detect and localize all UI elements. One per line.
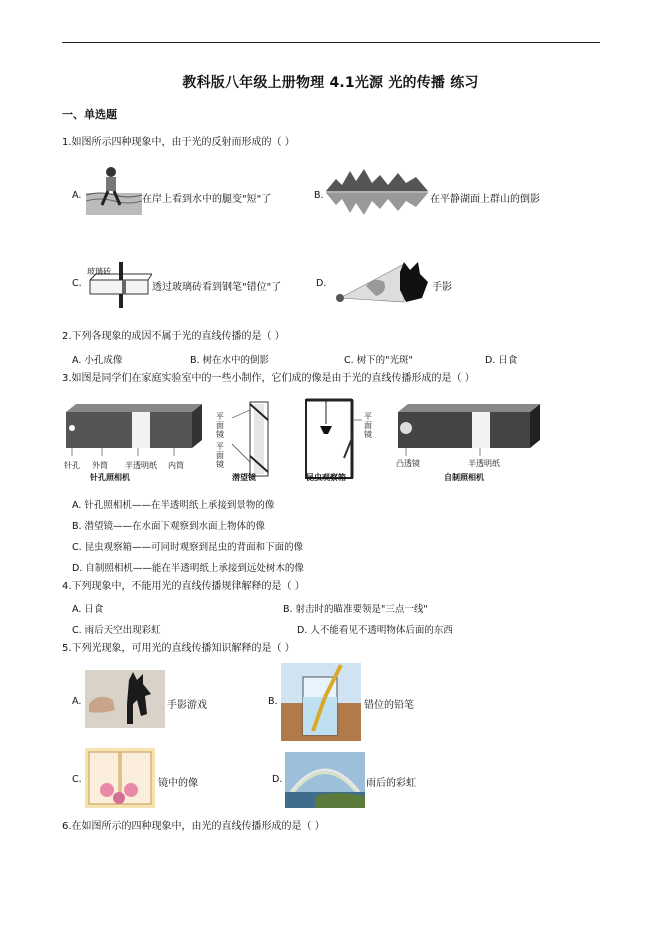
section-heading: 一、单选题	[62, 108, 117, 121]
label-outer-tube: 外筒	[92, 461, 108, 470]
q2-option-a[interactable]: A. 小孔成像	[72, 355, 123, 366]
label-pinhole: 针孔	[64, 461, 80, 470]
label-mirror-1: 平面镜	[216, 412, 224, 439]
q5-option-b-letter[interactable]: B.	[268, 696, 278, 707]
q2-option-c[interactable]: C. 树下的"光斑"	[344, 355, 413, 366]
q1-option-c-letter[interactable]: C.	[72, 278, 82, 289]
hand-shadow-image	[330, 258, 430, 308]
q1-option-c-text: 透过玻璃砖看到钢笔"错位"了	[152, 282, 282, 293]
q5-option-d-text: 雨后的彩虹	[366, 778, 416, 789]
label-mirror-3: 平面镜	[364, 412, 372, 439]
label-mirror-2: 平面镜	[216, 442, 224, 469]
q1-option-d-text: 手影	[432, 282, 452, 293]
caption-pinhole-camera: 针孔照相机	[90, 473, 130, 482]
header-rule	[62, 42, 600, 43]
question-3-stem: 3.如图是同学们在家庭实验室中的一些小制作，它们成的像是由于光的直线传播形成的是（ ）	[62, 373, 475, 384]
q5-option-c-text: 镜中的像	[158, 778, 198, 789]
question-4-stem: 4.下列现象中，不能用光的直线传播规律解释的是（ ）	[62, 581, 305, 592]
q1-option-a-letter[interactable]: A.	[72, 190, 82, 201]
q1-option-a-text: 在岸上看到水中的腿变"短"了	[142, 194, 272, 205]
label-translucent-paper-1: 半透明纸	[125, 461, 157, 470]
page-title: 教科版八年级上册物理 4.1光源 光的传播 练习	[182, 75, 479, 91]
rainbow-photo	[285, 752, 365, 808]
q5-option-a-text: 手影游戏	[167, 700, 207, 711]
q1-option-b-text: 在平静湖面上群山的倒影	[430, 194, 540, 205]
q5-option-b-text: 错位的铅笔	[364, 700, 414, 711]
hand-shadow-game-image	[85, 670, 165, 728]
q5-option-c-letter[interactable]: C.	[72, 774, 82, 785]
glass-brick-tag: 玻璃砖	[87, 267, 111, 276]
question-5-stem: 5.下列光现象，可用光的直线传播知识解释的是（ ）	[62, 643, 295, 654]
homemade-camera-drawing	[398, 404, 540, 456]
caption-insect-box: 昆虫观察箱	[306, 473, 346, 482]
q4-option-b[interactable]: B. 射击时的瞄准要领是"三点一线"	[283, 604, 428, 615]
q3-option-a[interactable]: A. 针孔照相机——在半透明纸上承接到景物的像	[72, 500, 275, 511]
caption-homemade-camera: 自制照相机	[444, 473, 484, 482]
mountain-reflection-image	[326, 165, 428, 215]
q5-option-a-letter[interactable]: A.	[72, 696, 82, 707]
pinhole-camera-drawing	[66, 404, 202, 456]
q3-option-d[interactable]: D. 自制照相机——能在半透明纸上承接到远处树木的像	[72, 563, 304, 574]
q2-option-b[interactable]: B. 树在水中的倒影	[190, 355, 270, 366]
label-translucent-paper-2: 半透明纸	[468, 459, 500, 468]
q4-option-a[interactable]: A. 日食	[72, 604, 104, 615]
mirror-image-photo	[85, 748, 155, 808]
periscope-drawing	[232, 402, 268, 476]
q1-option-d-letter[interactable]: D.	[316, 278, 327, 289]
leg-in-water-image	[86, 165, 142, 215]
question-1-stem: 1.如图所示四种现象中，由于光的反射而形成的（ ）	[62, 137, 295, 148]
q3-option-b[interactable]: B. 潜望镜——在水面下观察到水面上物体的像	[72, 521, 266, 532]
bent-pencil-image	[281, 663, 361, 741]
label-inner-tube: 内筒	[168, 461, 184, 470]
label-convex-lens: 凸透镜	[396, 459, 420, 468]
question-2-stem: 2.下列各现象的成因不属于光的直线传播的是（ ）	[62, 331, 285, 342]
q5-option-d-letter[interactable]: D.	[272, 774, 283, 785]
caption-periscope: 潜望镜	[232, 473, 256, 482]
q3-option-c[interactable]: C. 昆虫观察箱——可同时观察到昆虫的背面和下面的像	[72, 542, 304, 553]
question-6-stem: 6.在如图所示的四种现象中，由光的直线传播形成的是（ ）	[62, 821, 325, 832]
q1-option-b-letter[interactable]: B.	[314, 190, 324, 201]
q2-option-d[interactable]: D. 日食	[485, 355, 518, 366]
q4-option-c[interactable]: C. 雨后天空出现彩虹	[72, 625, 161, 636]
q4-option-d[interactable]: D. 人不能看见不透明物体后面的东西	[297, 625, 453, 636]
insect-box-drawing	[306, 400, 362, 478]
